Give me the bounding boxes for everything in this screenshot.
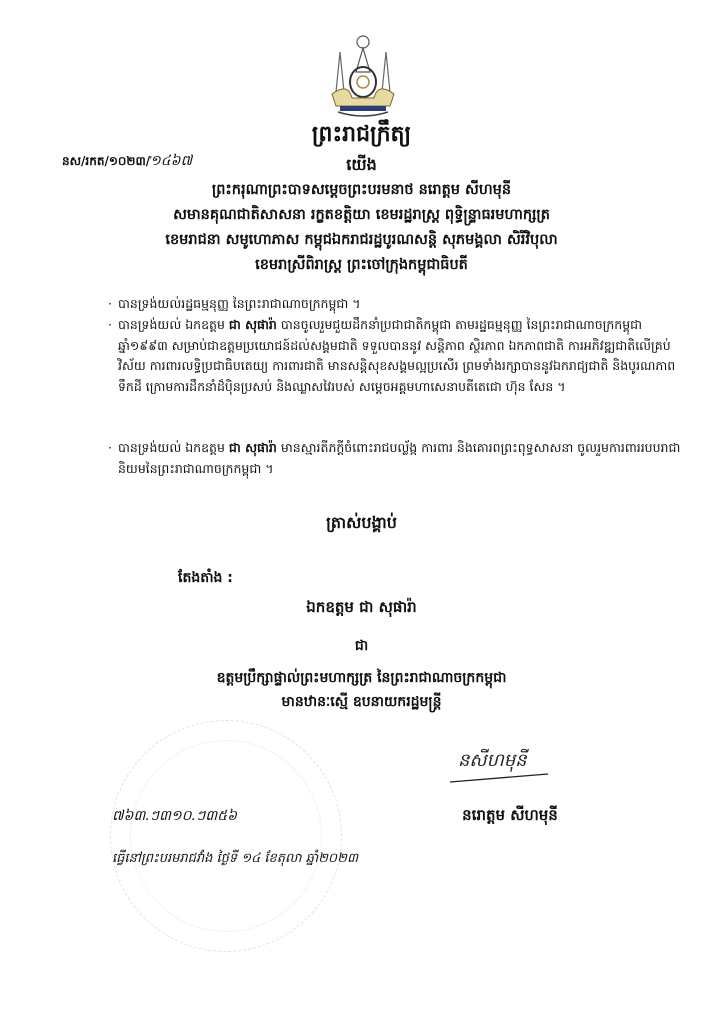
reference-number-handwritten: ᡃ១៤៦៧ xyxy=(150,153,193,169)
person-name-bold: ជា សុផារ៉ា xyxy=(228,440,277,455)
king-title-line: ព្រះករុណាព្រះបាទសម្តេចព្រះបរមនាថ នរោត្តម សីហមុនី xyxy=(211,182,512,198)
consideration-1 xyxy=(108,294,688,315)
bullet-dash: · xyxy=(108,317,112,332)
order-heading: ត្រាស់បង្គាប់ xyxy=(326,513,397,532)
signature-icon xyxy=(440,730,560,790)
consideration-text: បានទ្រង់យល់ ឯកឧត្តម xyxy=(118,440,229,455)
document-title: ព្រះរាជក្រឹត្យ xyxy=(311,122,412,147)
royal-arms-emblem xyxy=(318,32,408,120)
appointee-name: ឯកឧត្តម ជា សុផារ៉ា xyxy=(306,598,417,616)
consideration-2 xyxy=(108,315,688,397)
consideration-text: បានចូលរួមជួយដឹកនាំប្រជាជាតិកម្ពុជា តាមរដ្ឋធម្មនុញ្ញ នៃព្រះរាជាណាចក្រកម្ពុជា ឆ្នាំ១៩៩៣ សម្រាប់ជាឧត្តមប្រយោជន៍ដល់សង្គមជាតិ ទទួលបាននូវ សន្តិភាព ស្ថិរភាព ឯកភាពជាតិ ការអភិវឌ្ឍជាតិលើគ្រប់វិស័យ ការពារលទ្ធិប្រជាធិបតេយ្យ ការពារជាតិ មានសន្តិសុខសង្គមល្អប្រសើរ ព្រមទាំងរក្សាបាននូវឯករាជ្យជាតិ និងបូរណភាព ទឹកដី ក្រោមការដឹកនាំដ៏ប៉ិនប្រសប់ និងឈ្លាសវៃរបស់ សម្តេចអគ្គមហាសេនាបតីតេជោ ហ៊ុន សែន ។ xyxy=(118,317,676,394)
person-name-bold: ជា សុផារ៉ា xyxy=(228,317,277,332)
as-label: ជា xyxy=(354,638,369,654)
bullet-dash: · xyxy=(108,296,112,311)
position-block xyxy=(0,666,723,714)
consideration-3 xyxy=(108,438,688,479)
reference-number-printed: នស/រកត/១០២៣/ xyxy=(62,154,151,168)
king-title-line: សមានគុណជាតិសាសនា រក្ខតខត្តិយា ខេមរដ្ឋរាស្ត្រ ពុទ្ធិន្ទ្រាធរមហាក្សត្រ xyxy=(173,207,550,223)
appoint-label: តែងតាំង : xyxy=(178,570,233,586)
faded-seal-stamp-inner xyxy=(130,740,322,932)
svg-text:នសីហមុនី: នសីហមុនី xyxy=(458,750,527,771)
position-line: មានឋានៈស្មើ ឧបនាយករដ្ឋមន្ត្រី xyxy=(281,694,442,710)
dateline: ធ្វើនៅព្រះបរមរាជវាំង ថ្ងៃទី ១៤ ខែតុលា ឆ្នាំ២០២៣ xyxy=(112,851,359,866)
consideration-text: បានទ្រង់យល់រដ្ឋធម្មនុញ្ញ នៃព្រះរាជាណាចក្រកម្ពុជា ។ xyxy=(118,296,361,311)
king-title-block xyxy=(0,178,723,278)
bullet-dash: · xyxy=(108,440,112,455)
handwritten-code: ៧៦៣.ៗ៣១០.ៗ៣៥៦ xyxy=(112,808,237,824)
signer-name: នរោត្តម សីហមុនី xyxy=(462,806,558,824)
king-title-line: ខេមរាជនា សមូហោភាស កម្ពុជឯករាជរដ្ឋបូរណសន្តិ សុភមង្គលា សិរីវិបុលា xyxy=(165,232,558,248)
king-title-line: ខេមរាស្រីពិរាស្ត្រ ព្រះចៅក្រុងកម្ពុជាធិបតី xyxy=(255,257,468,273)
royal-signature xyxy=(440,730,560,790)
consideration-text: បានទ្រង់យល់ ឯកឧត្តម xyxy=(118,317,229,332)
we-heading: យើង xyxy=(346,155,377,174)
consideration-text: មានស្មារតីភក្តីចំពោះរាជបល្ល័ង្ក ការពារ និងគោរពព្រះពុទ្ធសាសនា ចូលរួមការពាររបបរាជានិយមនៃព្រះរាជាណាចក្រកម្ពុជា ។ xyxy=(118,440,681,476)
royal-arms-of-cambodia-icon xyxy=(318,32,408,120)
position-line: ឧត្តមប្រឹក្សាផ្ទាល់ព្រះមហាក្សត្រ នៃព្រះរាជាណាចក្រកម្ពុជា xyxy=(216,670,507,686)
